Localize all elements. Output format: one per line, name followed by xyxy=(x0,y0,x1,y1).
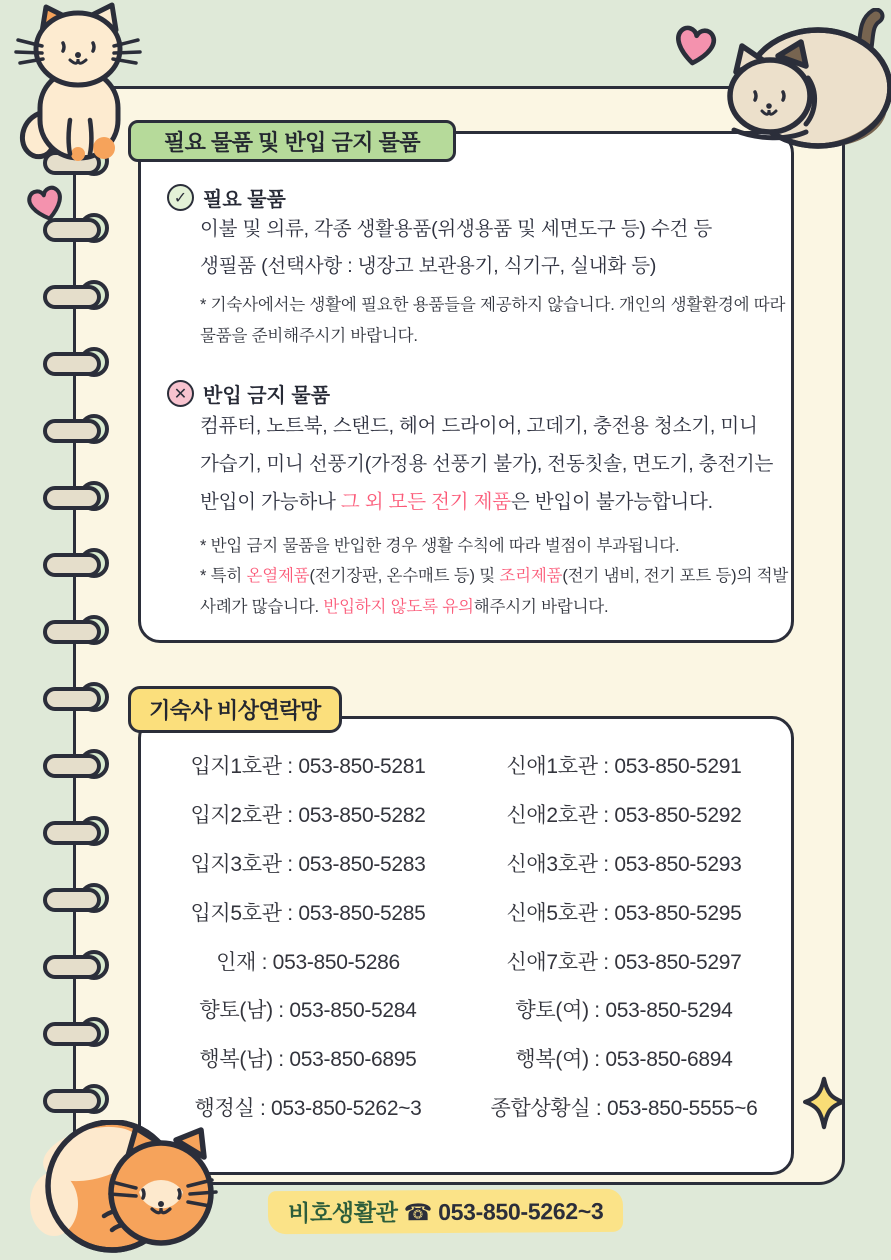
prohibited-note-1: * 반입 금지 물품을 반입한 경우 생활 수칙에 따라 벌점이 부과됩니다. xyxy=(200,537,680,555)
contact-entry: 신애5호관 : 053-850-5295 xyxy=(506,901,742,925)
binder-ring xyxy=(43,888,143,922)
contact-entry: 입지5호관 : 053-850-5285 xyxy=(190,901,426,925)
binder-ring xyxy=(43,821,143,855)
prohibited-body-text: 컴퓨터, 노트북, 스탠드, 헤어 드라이어, 고데기, 충전용 청소기, 미니 가습기, 미니 선풍기(가정용 선풍기 불가), 전동칫솔, 면도기, 충전기는 반입이 가능하나 xyxy=(200,415,774,513)
heart-icon xyxy=(669,21,721,72)
prohibited-items-heading xyxy=(167,379,330,408)
contacts-section-title: 기숙사 비상연락망 xyxy=(128,686,342,733)
required-line-1: 이불 및 의류, 각종 생활용품(위생용품 및 세면도구 등) 수건 등 xyxy=(200,218,713,240)
prohibited-items-label: 반입 금지 물품 xyxy=(203,385,331,407)
contact-entry: 신애7호관 : 053-850-5297 xyxy=(506,950,742,974)
contact-entry: 입지1호관 : 053-850-5281 xyxy=(190,755,426,779)
contact-entry: 입지3호관 : 053-850-5283 xyxy=(190,852,426,876)
binder-ring xyxy=(43,1089,143,1123)
cat-sitting-icon xyxy=(12,2,144,164)
required-items-body xyxy=(200,211,782,285)
check-icon: ✓ xyxy=(167,184,194,211)
contact-entry: 신애3호관 : 053-850-5293 xyxy=(506,852,742,876)
prohibited-note-2 xyxy=(200,561,792,623)
items-section-title: 필요 물품 및 반입 금지 물품 xyxy=(128,120,456,162)
cat-lying-icon xyxy=(718,8,891,150)
contact-entry: 신애1호관 : 053-850-5291 xyxy=(506,755,742,779)
binder-ring xyxy=(43,486,143,520)
cross-icon: ✕ xyxy=(167,380,194,407)
binder-ring xyxy=(43,553,143,587)
contact-entry: 입지2호관 : 053-850-5282 xyxy=(190,804,426,828)
contact-entry: 신애2호관 : 053-850-5292 xyxy=(506,804,742,828)
note2-highlight-cooking: 조리제품 xyxy=(499,567,563,585)
contact-entry: 행복(남) : 053-850-6895 xyxy=(199,1048,417,1072)
footer-highlight xyxy=(268,1189,624,1234)
contact-list xyxy=(150,741,782,1131)
binder-ring xyxy=(43,754,143,788)
prohibited-body-highlight: 그 외 모든 전기 제품 xyxy=(340,491,511,513)
required-items-heading xyxy=(167,183,286,212)
contact-entry: 향토(남) : 053-850-5284 xyxy=(199,999,417,1023)
contact-entry: 인재 : 053-850-5286 xyxy=(216,950,400,974)
contact-entry: 종합상황실 : 053-850-5555~6 xyxy=(490,1096,758,1120)
note2-highlight-warning: 반입하지 않도록 유의 xyxy=(323,598,474,616)
note2-highlight-heating: 온열제품 xyxy=(246,567,310,585)
binder-ring xyxy=(43,1022,143,1056)
note2-text: (전기장판, 온수매트 등) 및 xyxy=(309,567,500,585)
binder-ring xyxy=(43,218,143,252)
cat-curled-icon xyxy=(20,1120,225,1260)
binder-ring xyxy=(43,419,143,453)
note2-text: * 특히 xyxy=(200,567,247,585)
binder-ring xyxy=(43,285,143,319)
note2-text: (전기 냄비, 전기 포트 등)의 적발 사례가 많습니다. xyxy=(200,567,789,616)
phone-icon: ☎ xyxy=(403,1199,432,1226)
required-items-note: * 기숙사에서는 생활에 필요한 용품들을 제공하지 않습니다. 개인의 생활환경에 따라 물품을 준비해주시기 바랍니다. xyxy=(200,296,786,345)
prohibited-body-text-end: 은 반입이 불가능합니다. xyxy=(510,491,713,513)
binder-ring xyxy=(43,352,143,386)
footer-building-name: 비호생활관 xyxy=(287,1199,398,1227)
binder-ring xyxy=(43,955,143,989)
contact-entry: 향토(여) : 053-850-5294 xyxy=(515,999,733,1023)
sparkle-icon xyxy=(803,1076,845,1130)
note2-text: 해주시기 바랍니다. xyxy=(473,598,609,616)
contact-entry: 행복(여) : 053-850-6894 xyxy=(515,1048,733,1072)
required-items-label: 필요 물품 xyxy=(203,189,286,211)
contact-entry: 행정실 : 053-850-5262~3 xyxy=(194,1096,422,1120)
binder-ring xyxy=(43,620,143,654)
footer-phone-number: 053-850-5262~3 xyxy=(437,1197,604,1226)
prohibited-items-body xyxy=(200,407,778,521)
required-line-2: 생필품 (선택사항 : 냉장고 보관용기, 식기구, 실내화 등) xyxy=(200,255,657,277)
